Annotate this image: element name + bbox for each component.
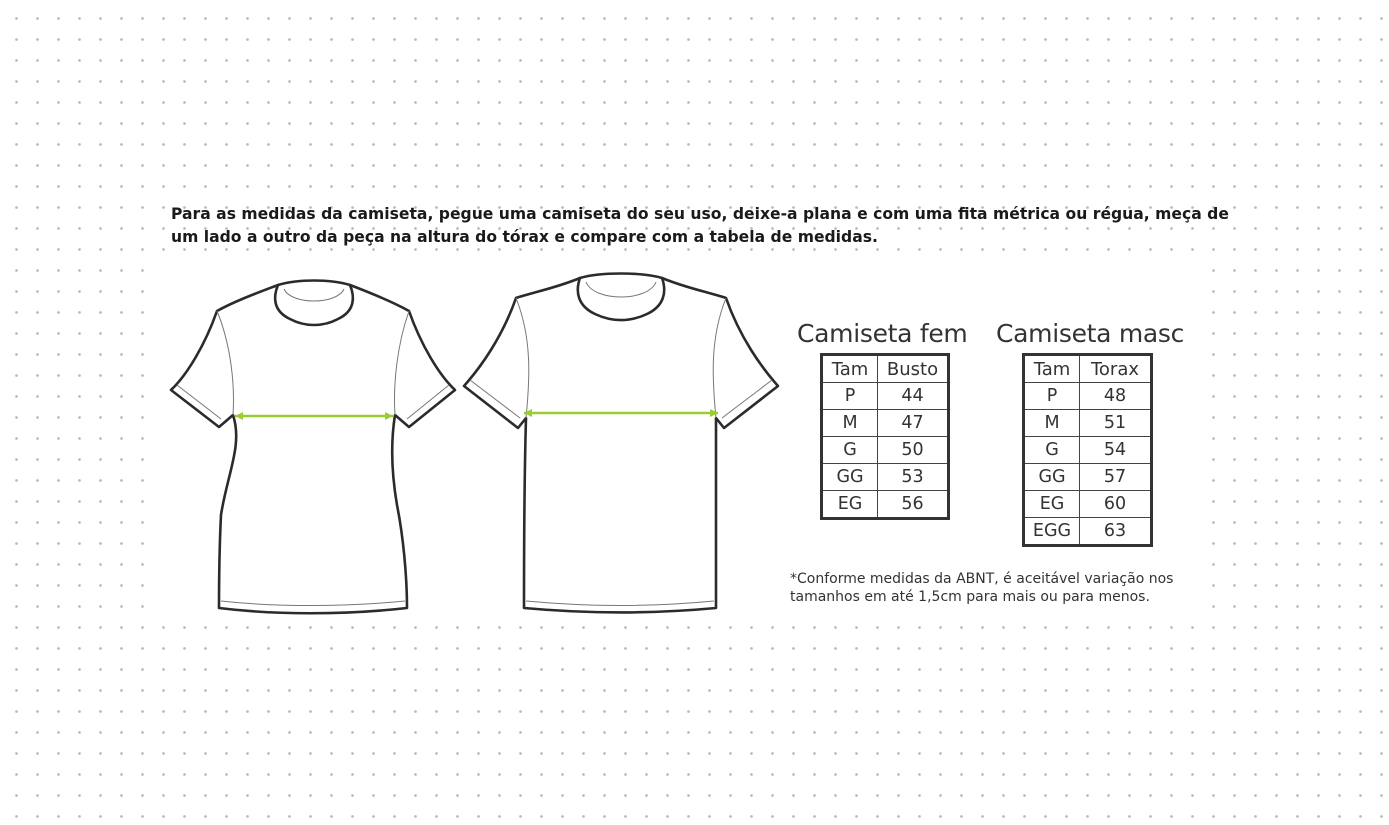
size-cell: GG	[1024, 464, 1080, 491]
size-cell: GG	[822, 464, 878, 491]
measure-cell: 51	[1080, 410, 1152, 437]
table-row	[1024, 464, 1152, 491]
measurement-instructions: Para as medidas da camiseta, pegue uma camiseta do seu uso, deixe-a plana e com uma fita métrica ou régua, meça de um lado a outro da peça na altura do tórax e compare com a tabela de medidas.	[171, 205, 1229, 246]
fem-table-title: Camiseta fem	[797, 319, 968, 348]
measure-cell: 50	[878, 437, 949, 464]
table-row	[1024, 491, 1152, 518]
male-tshirt-illustration	[460, 268, 782, 620]
measure-cell: 53	[878, 464, 949, 491]
abnt-tolerance-note: *Conforme medidas da ABNT, é aceitável variação nos tamanhos em até 1,5cm para mais ou para menos.	[790, 571, 1174, 605]
size-cell: EG	[822, 491, 878, 519]
table-row	[822, 437, 949, 464]
masc-table-header	[1024, 355, 1152, 383]
measure-cell: 63	[1080, 518, 1152, 546]
table-row	[822, 491, 949, 519]
fem-header-bust: Busto	[878, 355, 949, 383]
size-cell: P	[1024, 383, 1080, 410]
female-tshirt-illustration	[165, 275, 465, 620]
measure-cell: 60	[1080, 491, 1152, 518]
measure-cell: 56	[878, 491, 949, 519]
size-cell: G	[822, 437, 878, 464]
size-cell: M	[1024, 410, 1080, 437]
size-cell: G	[1024, 437, 1080, 464]
measure-cell: 48	[1080, 383, 1152, 410]
size-cell: EG	[1024, 491, 1080, 518]
masc-header-chest: Torax	[1080, 355, 1152, 383]
table-row	[822, 383, 949, 410]
fem-size-table	[820, 353, 950, 520]
masc-header-size: Tam	[1024, 355, 1080, 383]
size-cell: P	[822, 383, 878, 410]
measure-cell: 54	[1080, 437, 1152, 464]
table-row	[1024, 518, 1152, 546]
masc-size-table	[1022, 353, 1153, 547]
measure-cell: 47	[878, 410, 949, 437]
table-row	[1024, 437, 1152, 464]
table-row	[1024, 410, 1152, 437]
measure-cell: 57	[1080, 464, 1152, 491]
size-cell: M	[822, 410, 878, 437]
fem-header-size: Tam	[822, 355, 878, 383]
table-row	[1024, 383, 1152, 410]
masc-table-title: Camiseta masc	[996, 319, 1185, 348]
fem-table-header	[822, 355, 949, 383]
size-cell: EGG	[1024, 518, 1080, 546]
table-row	[822, 464, 949, 491]
measure-cell: 44	[878, 383, 949, 410]
table-row	[822, 410, 949, 437]
